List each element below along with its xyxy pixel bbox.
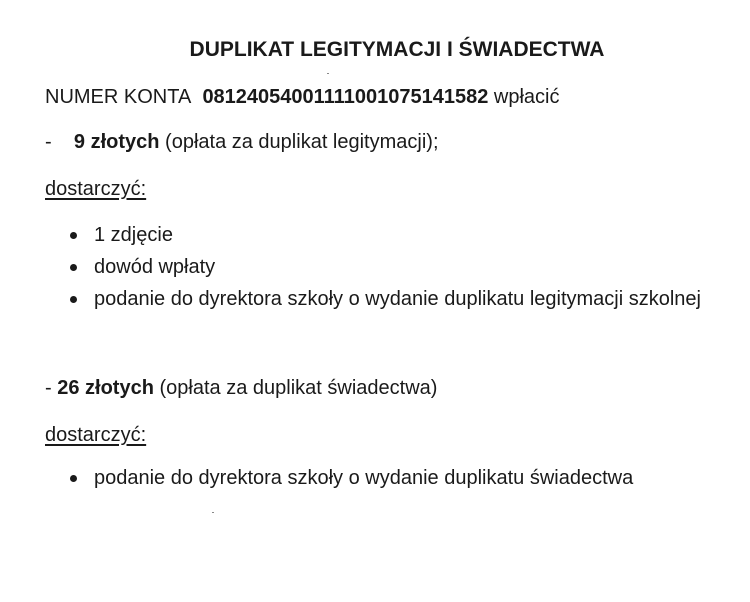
list-item	[70, 224, 701, 256]
fee-description: (opłata za duplikat świadectwa)	[159, 377, 438, 399]
list-item	[70, 288, 701, 320]
bullet-icon	[70, 296, 77, 303]
list-item-text: 1 zdjęcie	[94, 224, 173, 246]
fee-description: (opłata za duplikat legitymacji);	[165, 131, 439, 153]
deliver-heading: dostarczyć:	[45, 424, 147, 446]
list-item	[70, 467, 633, 499]
list-item-text: podanie do dyrektora szkoły o wydanie duplikatu legitymacji szkolnej	[94, 288, 701, 310]
account-suffix: wpłacić	[493, 86, 560, 108]
required-items-list	[70, 224, 701, 320]
required-items-list	[70, 467, 633, 499]
fee-amount: 26 złotych	[57, 377, 154, 399]
account-label: NUMER KONTA	[45, 86, 192, 108]
fee-line-swiadectwo	[45, 377, 437, 400]
bullet-icon	[70, 232, 77, 239]
fee-amount: 9 złotych	[73, 131, 160, 153]
list-item-text: podanie do dyrektora szkoły o wydanie duplikatu świadectwa	[94, 467, 634, 489]
page-title: DUPLIKAT LEGITYMACJI I ŚWIADECTWA	[189, 38, 605, 61]
bullet-icon	[70, 475, 77, 482]
account-line	[45, 86, 559, 109]
bullet-icon	[70, 264, 77, 271]
fee-dash: -	[45, 131, 52, 153]
list-item-text: dowód wpłaty	[94, 256, 216, 278]
scan-speck	[327, 73, 329, 74]
deliver-heading: dostarczyć:	[45, 178, 147, 200]
scan-speck	[212, 512, 214, 513]
list-item	[70, 256, 701, 288]
account-number: 08124054001111001075141582	[202, 86, 489, 108]
fee-line-legitymacja	[45, 131, 439, 154]
fee-dash: -	[45, 377, 52, 399]
